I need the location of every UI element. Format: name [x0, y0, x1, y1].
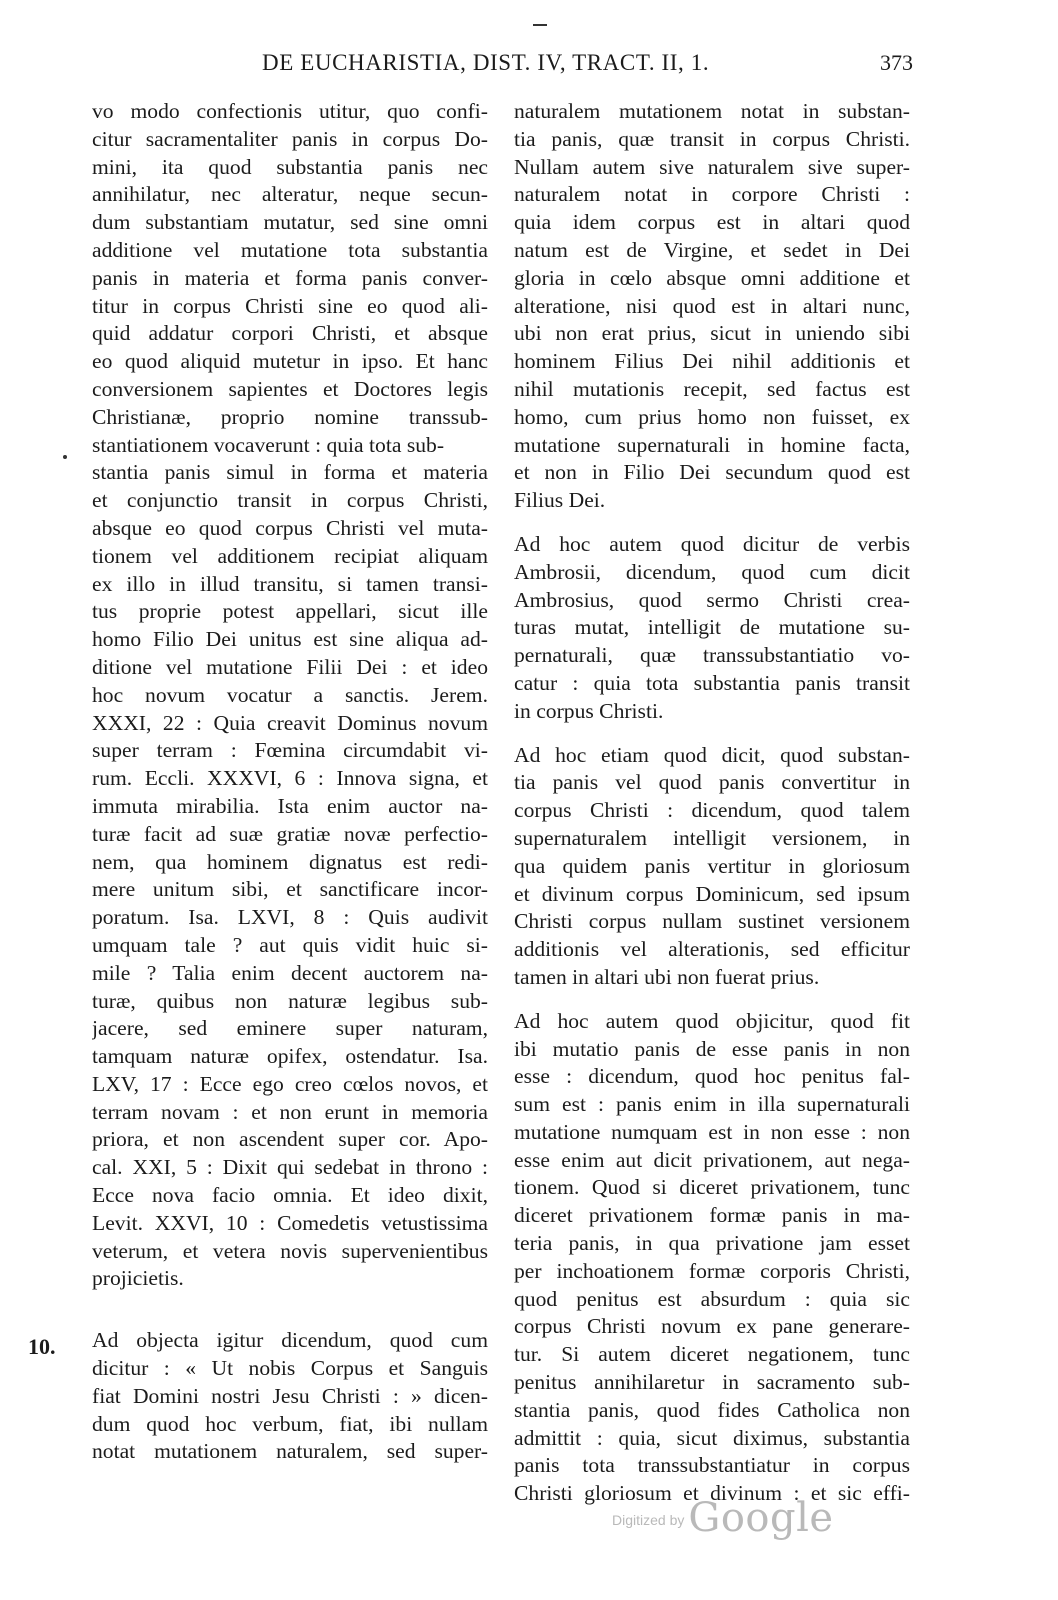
text-line: stantia panis simul in forma et materia: [92, 460, 488, 485]
text-line: Levit. XXVI, 10 : Comedetis vetustissima: [92, 1210, 488, 1235]
text-line: ibi mutatio panis de esse panis in non: [514, 1036, 910, 1061]
text-line: tia panis, quæ transit in corpus Christi.: [514, 126, 910, 151]
text-line: turæ, quibus non naturæ legibus sub-: [92, 988, 488, 1013]
text-line: tamen in altari ubi non fuerat prius.: [514, 964, 820, 989]
paragraph-gap: [514, 992, 910, 1008]
text-line: per inchoationem formæ corporis Christi,: [514, 1258, 910, 1283]
text-line: teria panis, in qua privatione jam esset: [514, 1231, 910, 1256]
text-line: dicitur : « Ut nobis Corpus et Sanguis: [92, 1356, 488, 1381]
text-line: ditione vel mutatione Filii Dei : et ideo: [92, 654, 488, 679]
text-line: turas mutat, intelligit de mutatione su-: [514, 615, 910, 640]
text-line: esse : dicendum, quod hoc penitus fal-: [514, 1064, 910, 1089]
text-line: poratum. Isa. LXVI, 8 : Quis audivit: [92, 905, 488, 930]
text-line: projicietis.: [92, 1266, 184, 1291]
text-line: additionis vel alterationis, sed efficitur: [514, 937, 910, 962]
text-line: panis in materia et forma panis conver-: [92, 265, 488, 290]
text-line: vo modo confectionis utitur, quo confi-: [92, 99, 488, 123]
text-line: catur : quia tota substantia panis transit: [514, 670, 910, 695]
top-mark: [533, 24, 547, 26]
text-line: Ad hoc autem quod dicitur de verbis: [514, 531, 910, 556]
text-line: veterum, et vetera novis supervenientibus: [92, 1238, 488, 1263]
text-line: et conjunctio transit in corpus Christi,: [92, 488, 488, 513]
text-line: nihil mutationis recepit, sed factus est: [514, 376, 910, 401]
text-line: Ambrosius, quod sermo Christi crea-: [514, 587, 910, 612]
text-line: stantia panis, quod fides Catholica non: [514, 1397, 910, 1422]
digitized-watermark: [612, 1495, 834, 1541]
page-number: 373: [880, 50, 913, 75]
text-line: mile ? Talia enim decent auctorem na-: [92, 960, 488, 985]
paragraph-gap: [514, 726, 910, 742]
text-line: rum. Eccli. XXXVI, 6 : Innova signa, et: [92, 766, 488, 791]
text-line: Ad hoc autem quod objicitur, quod fit: [514, 1008, 910, 1033]
google-logo: Google: [688, 1495, 834, 1541]
text-line: corpus Christi : dicendum, quod talem: [514, 798, 910, 823]
text-line: Filius Dei.: [514, 488, 606, 513]
text-line: immuta mirabilia. Ista enim auctor na-: [92, 793, 488, 818]
text-line: esse enim aut dicit privationem, aut nega-: [514, 1147, 910, 1172]
watermark-prefix: Digitized by: [612, 1512, 685, 1528]
margin-dot: [63, 455, 67, 459]
text-line: notat mutationem naturalem, sed super-: [92, 1439, 488, 1464]
text-line: nem, qua hominem dignatus est redi-: [92, 849, 488, 874]
text-line: absque eo quod corpus Christi vel muta-: [92, 515, 488, 540]
text-line: naturalem notat in corpore Christi :: [514, 182, 910, 207]
text-line: diceret privationem formæ panis in ma-: [514, 1203, 910, 1228]
text-line: eo quod aliquid mutetur in ipso. Et hanc: [92, 349, 488, 374]
text-line: Nullam autem sive naturalem sive super-: [514, 154, 910, 179]
text-line: mere unitum sibi, et sanctificare incor-: [92, 877, 488, 902]
text-line: gloria in cœlo absque omni additione et: [514, 265, 910, 290]
right-column: [514, 98, 910, 1508]
text-line: tur. Si autem diceret negationem, tunc: [514, 1342, 910, 1367]
text-line: naturalem mutationem notat in substan-: [514, 99, 910, 123]
text-line: super terram : Fœmina circumdabit vi-: [92, 738, 488, 763]
text-line: ex illo in illud transitu, si tamen transi-: [92, 571, 488, 596]
text-line: penitus annihilaretur in sacramento sub-: [514, 1370, 910, 1395]
text-line: Christi gloriosum et divinum : et sic effi-: [514, 1481, 910, 1506]
left-column: [92, 98, 488, 1466]
paragraph-gap: [514, 515, 910, 531]
text-line: panis tota transsubstantiatur in corpus: [514, 1453, 910, 1478]
text-line: conversionem sapientes et Doctores legis: [92, 376, 488, 401]
text-line: quia idem corpus est in altari quod: [514, 210, 910, 235]
text-line: hoc novum vocatur a sanctis. Jerem.: [92, 682, 488, 707]
text-line: tia panis vel quod panis convertitur in: [514, 770, 910, 795]
text-line: terram novam : et non erunt in memoria: [92, 1099, 488, 1124]
text-line: Ad hoc etiam quod dicit, quod substan-: [514, 742, 910, 767]
text-line: et non in Filio Dei secundum quod est: [514, 460, 910, 485]
text-line: turæ facit ad suæ gratiæ novæ perfectio-: [92, 821, 488, 846]
text-line: fiat Domini nostri Jesu Christi : » dicen-: [92, 1383, 488, 1408]
text-line: priora, et non ascendent super cor. Apo-: [92, 1127, 488, 1152]
text-line: homo Filio Dei unitus est sine aliqua ad-: [92, 627, 488, 652]
text-line: Christi corpus nullam sustinet versionem: [514, 909, 910, 934]
text-line: tionem. Quod si diceret privationem, tunc: [514, 1175, 910, 1200]
text-line: additione vel mutatione tota substantia: [92, 237, 488, 262]
text-line: pernaturali, quæ transsubstantiatio vo-: [514, 643, 910, 668]
text-line: tionem vel additionem recipiat aliquam: [92, 543, 488, 568]
text-line: titur in corpus Christi sine eo quod ali-: [92, 293, 488, 318]
text-line: tamquam naturæ opifex, ostendatur. Isa.: [92, 1044, 488, 1069]
text-line: mini, ita quod substantia panis nec: [92, 154, 488, 179]
text-line: admittit : quia, sicut diximus, substantia: [514, 1425, 910, 1450]
text-line: ubi non erat prius, sicut in uniendo sibi: [514, 321, 910, 346]
text-line: citur sacramentaliter panis in corpus Do-: [92, 126, 488, 151]
text-line: umquam tale ? aut quis vidit huic si-: [92, 932, 488, 957]
text-line: annihilatur, nec alteratur, neque secun-: [92, 182, 488, 207]
text-line: LXV, 17 : Ecce ego creo cœlos novos, et: [92, 1071, 488, 1096]
text-line: quod penitus est absurdum : quia sic: [514, 1286, 910, 1311]
text-line: qua quidem panis vertitur in gloriosum: [514, 853, 910, 878]
text-line: et divinum corpus Dominicum, sed ipsum: [514, 881, 910, 906]
text-line: mutatione numquam est in non esse : non: [514, 1119, 910, 1144]
text-line: dum quod hoc verbum, fiat, ibi nullam: [92, 1411, 488, 1436]
text-line: hominem Filius Dei nihil additionis et: [514, 349, 910, 374]
text-line: sum est : panis enim in illa supernaturali: [514, 1092, 910, 1117]
text-line: alteratione, nisi quod est in altari nunc,: [514, 293, 910, 318]
text-line: supernaturalem intelligit versionem, in: [514, 825, 910, 850]
text-line: XXXI, 22 : Quia creavit Dominus novum: [92, 710, 488, 735]
text-line: natum est de Virgine, et sedet in Dei: [514, 237, 910, 262]
text-line: in corpus Christi.: [514, 698, 664, 723]
text-line: quid addatur corpori Christi, et absque: [92, 321, 488, 346]
text-line: jacere, sed eminere super naturam,: [92, 1016, 488, 1041]
text-line: tus proprie potest appellari, sicut ille: [92, 599, 488, 624]
text-line: mutatione supernaturali in homine facta,: [514, 432, 910, 457]
text-line: homo, cum prius homo non fuisset, ex: [514, 404, 910, 429]
text-line: Christianæ, proprio nomine transsub-: [92, 404, 488, 429]
running-head: DE EUCHARISTIA, DIST. IV, TRACT. II, 1.: [262, 50, 710, 75]
margin-article-number: 10.: [28, 1334, 56, 1359]
text-line: corpus Christi novum ex pane generare-: [514, 1314, 910, 1339]
text-line: dum substantiam mutatur, sed sine omni: [92, 210, 488, 235]
text-line: stantiationem vocaverunt : quia tota sub-: [92, 432, 445, 457]
paragraph-gap: [92, 1293, 488, 1327]
text-line: cal. XXI, 5 : Dixit qui sedebat in throno :: [92, 1155, 488, 1180]
text-line: Ad objecta igitur dicendum, quod cum: [92, 1328, 488, 1353]
text-line: Ecce nova facio omnia. Et ideo dixit,: [92, 1183, 488, 1208]
text-line: Ambrosii, dicendum, quod cum dicit: [514, 559, 910, 584]
